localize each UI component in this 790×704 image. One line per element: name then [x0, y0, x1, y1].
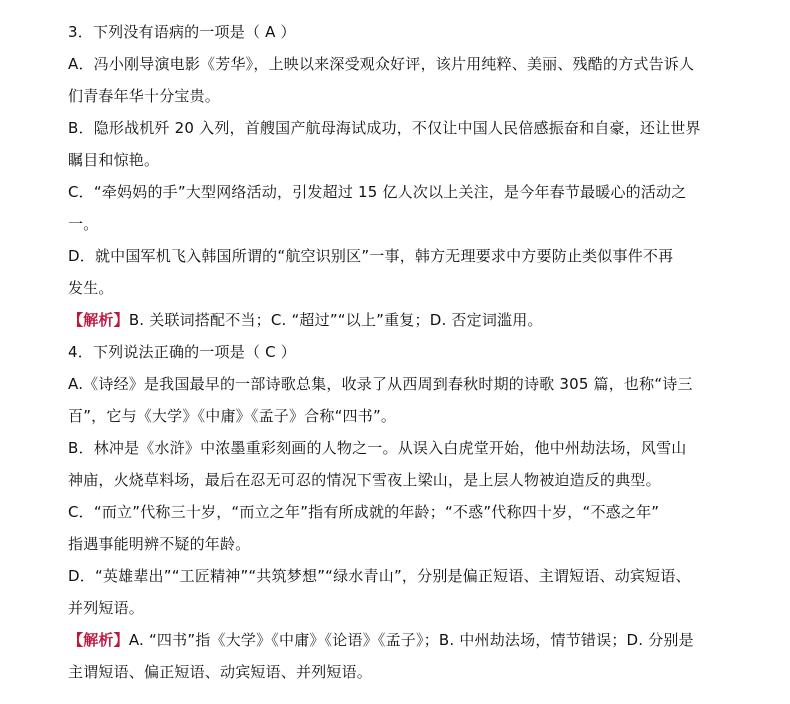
question-3-option-d: D．就中国军机飞入韩国所谓的“航空识别区”一事，韩方无理要求中方要防止类似事件不再 — [68, 247, 674, 265]
question-4-option-c-cont: 指遇事能明辨不疑的年龄。 — [68, 535, 251, 553]
question-4-option-b: B．林冲是《水浒》中浓墨重彩刻画的人物之一。从误入白虎堂开始，他中州劫法场，风雪山 — [68, 439, 687, 457]
question-3-analysis — [68, 310, 728, 330]
question-3-option-a: A．冯小刚导演电影《芳华》，上映以来深受观众好评，该片用纯粹、美丽、残酷的方式告诉人 — [68, 55, 695, 73]
question-3-option-b: B．隐形战机歼 20 入列，首艘国产航母海试成功，不仅让中国人民倍感振奋和自豪，还让世界 — [68, 119, 701, 137]
analysis-text: B. 关联词搭配不当；C. “超过”“以上”重复；D. 否定词滥用。 — [128, 311, 543, 329]
question-3-option-a-cont: 们青春年华十分宝贵。 — [68, 87, 221, 105]
question-4-option-a: A.《诗经》是我国最早的一部诗歌总集，收录了从西周到春秋时期的诗歌 305 篇，也称“诗三 — [68, 375, 693, 393]
question-4-analysis — [68, 630, 728, 650]
question-4-analysis-cont: 主谓短语、偏正短语、动宾短语、并列短语。 — [68, 663, 373, 681]
question-4-option-d: D．“英雄辈出”“工匠精神”“共筑梦想”“绿水青山”，分别是偏正短语、主谓短语、动宾短语、 — [68, 567, 691, 585]
question-3-stem: 3．下列没有语病的一项是（ A ） — [68, 23, 296, 41]
question-4-option-a-cont: 百”，它与《大学》《中庸》《孟子》合称“四书”。 — [68, 407, 397, 425]
question-4-option-c: C．“而立”代称三十岁，“而立之年”指有所成就的年龄；“不惑”代称四十岁，“不惑之年” — [68, 503, 660, 521]
question-3-option-c-cont: 一。 — [68, 215, 99, 233]
question-4-option-d-cont: 并列短语。 — [68, 599, 145, 617]
analysis-text: A. “四书”指《大学》《中庸》《论语》《孟子》；B. 中州劫法场，情节错误；D. 分别是 — [128, 631, 694, 649]
question-3-option-d-cont: 发生。 — [68, 279, 114, 297]
question-3-option-c: C．“牵妈妈的手”大型网络活动，引发超过 15 亿人次以上关注，是今年春节最暖心的活动之 — [68, 183, 687, 201]
question-4-option-b-cont: 神庙，火烧草料场，最后在忍无可忍的情况下雪夜上梁山，是上层人物被迫造反的典型。 — [68, 471, 661, 489]
question-4-stem: 4．下列说法正确的一项是（ C ） — [68, 343, 296, 361]
analysis-tag: 【解析】 — [68, 631, 129, 649]
analysis-tag: 【解析】 — [68, 311, 129, 329]
question-3-option-b-cont: 瞩目和惊艳。 — [68, 151, 160, 169]
